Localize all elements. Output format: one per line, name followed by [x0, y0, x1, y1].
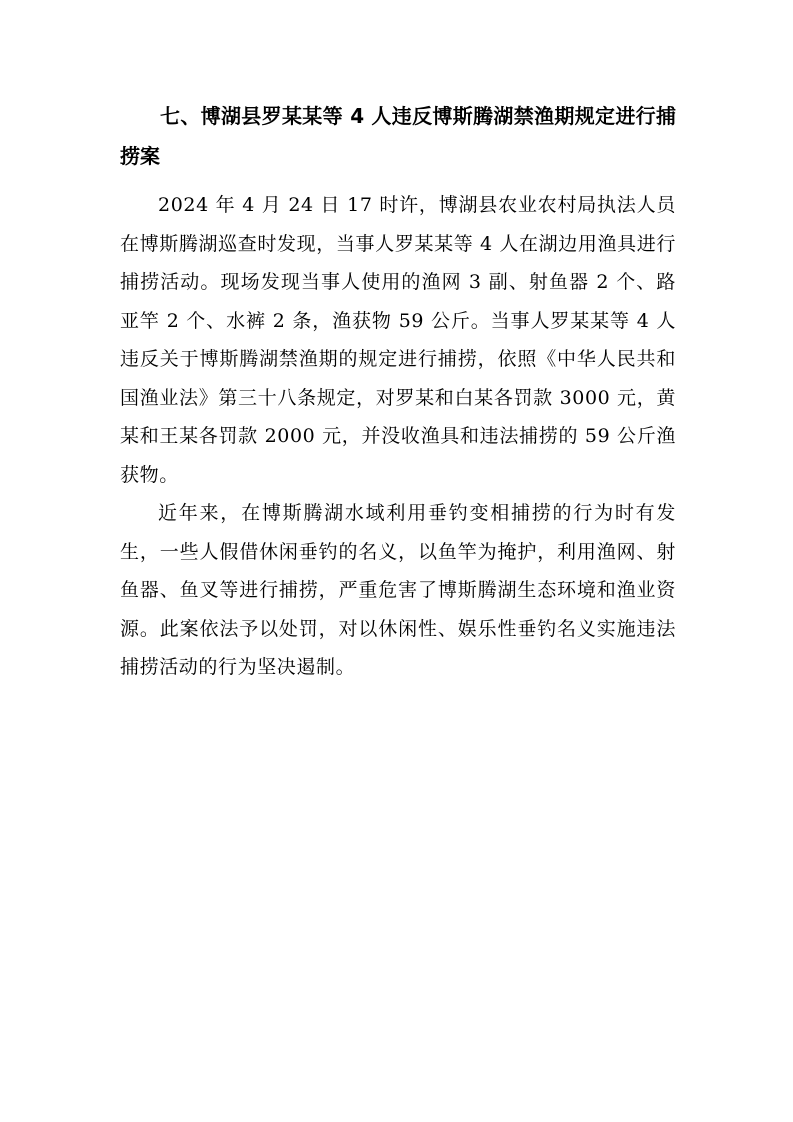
case-commentary-paragraph: 近年来，在博斯腾湖水域利用垂钓变相捕捞的行为时有发生，一些人假借休闲垂钓的名义，以鱼竿为掩护，利用渔网、射鱼器、鱼叉等进行捕捞，严重危害了博斯腾湖生态环境和渔业资源。此案依法予以处罚，对以休闲性、娱乐性垂钓名义实施违法捕捞活动的行为坚决遏制。 [120, 502, 676, 678]
case-facts-paragraph: 2024 年 4 月 24 日 17 时许，博湖县农业农村局执法人员在博斯腾湖巡查时发现，当事人罗某某等 4 人在湖边用渔具进行捕捞活动。现场发现当事人使用的渔网 3 副、射鱼器 2 个、路亚竿 2 个、水裤 2 条，渔获物 59 公斤。当事人罗某某等 4 人违反关于博斯腾湖禁渔期的规定进行捕捞，依照《中华人民共和国渔业法》第三十八条规定，对罗某和白某各罚款 3000 元，黄某和王某各罚款 2000 元，并没收渔具和违法捕捞的 59 公斤渔获物。 [120, 194, 676, 486]
case-title: 七、博湖县罗某某等 4 人违反博斯腾湖禁渔期规定进行捕捞案 [120, 104, 676, 168]
document-body [120, 96, 676, 687]
